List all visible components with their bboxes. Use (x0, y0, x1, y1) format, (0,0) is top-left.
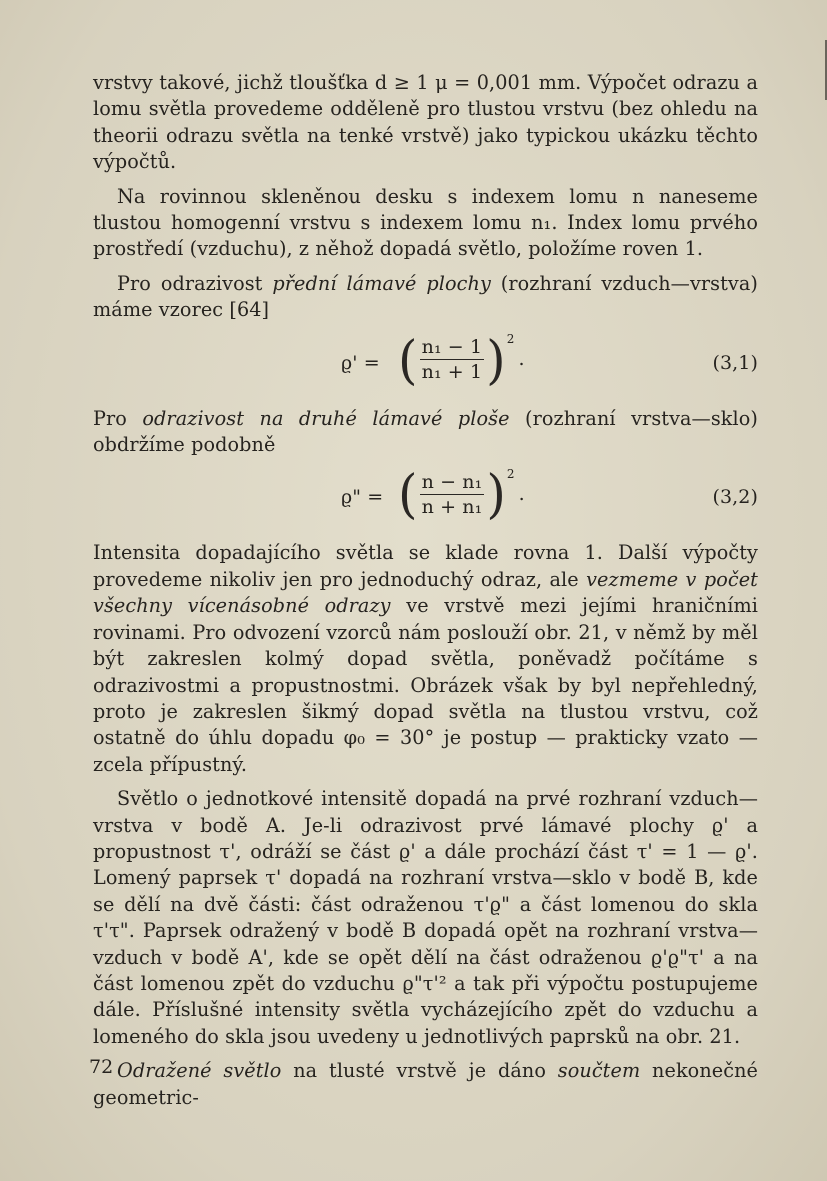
paragraph-5-text-b: ve vrstvě mezi jejími hraničními rovinami. Pro odvození vzorců nám poslouží obr. 21, v němž by měl být zakreslen kolmý dopad světla, poněvadž počítáme s odrazivostmi a propustnostmi. Obrázek však by byl nepřehledný, proto je zakreslen šikmý dopad světla na tlustou vrstvu, což ostatně do úhlu dopadu φ₀ = 30° je postup — prakticky vzato — zcela přípustný. (93, 594, 758, 776)
equation-lhs: ϱ" = (341, 486, 384, 509)
equation-3-2 (93, 462, 758, 532)
paragraph-4-emphasis: odrazivost na druhé lámavé ploše (142, 406, 510, 430)
equation-number: (3,2) (712, 486, 758, 509)
paragraph-7-emphasis-2: součtem (557, 1059, 641, 1083)
left-paren: ( (398, 464, 418, 525)
paragraph-4-text-a: Pro (93, 406, 143, 430)
paragraph-4-text-b: (rozhraní vrstva—sklo) obdržíme podobně (93, 406, 758, 457)
paragraph-3 (93, 271, 758, 324)
equation-number: (3,1) (712, 351, 758, 374)
paragraph-7-text-a: na tlusté vrstvě je dáno (281, 1059, 558, 1083)
right-paren: ) (486, 464, 506, 525)
paragraph-6: Světlo o jednotkové intensitě dopadá na prvé rozhraní vzduch—vrstva v bodě A. Je-li odrazivost prvé lámavé plochy ϱ' a propustnost τ', odráží se část ϱ' a dále prochází část τ' = 1 — ϱ'. Lomený paprsek τ' dopadá na rozhraní vrstva—sklo v bodě B, kde se dělí na dvě části: část odraženou τ'ϱ" a část lomenou do skla τ'τ". Paprsek odražený v bodě B dopadá opět na rozhraní vrstva—vzduch v bodě A', kde se opět dělí na část odraženou ϱ'ϱ"τ' a na část lomenou zpět do vzduchu ϱ"τ'² a tak při výpočtu postupujeme dále. Příslušné intensity světla vycházejícího zpět do vzduchu a lomeného do skla jsou uvedeny u jednotlivých paprsků na obr. 21. (93, 787, 758, 1048)
fraction (420, 336, 485, 383)
paragraph-4 (93, 406, 758, 459)
page-number: 72 (89, 1056, 114, 1078)
paragraph-5 (93, 540, 758, 778)
equation-period: . (518, 348, 525, 371)
paragraph-5-text-a: Intensita dopadajícího světla se klade rovna 1. Další výpočty provedeme nikoliv jen pro jednoduchý odraz, ale (93, 541, 758, 591)
equation-fraction-group (398, 329, 525, 391)
exponent: 2 (506, 467, 515, 482)
paragraph-3-text-b: (rozhraní vzduch—vrstva) máme vzorec [64] (93, 271, 758, 322)
right-paren: ) (486, 329, 506, 391)
equation-fraction-group (398, 464, 525, 525)
paragraph-7-emphasis-1: Odražené světlo (117, 1059, 282, 1083)
fraction-numerator: n₁ − 1 (421, 336, 483, 359)
paragraph-5-emphasis: vezmeme v počet všechny vícenásobné odrazy (93, 567, 758, 618)
exponent: 2 (506, 332, 515, 347)
paragraph-3-text-a: Pro odrazivost (117, 271, 273, 295)
paragraph-1: vrstvy takové, jichž tloušťka d ≥ 1 μ = 0,001 mm. Výpočet odrazu a lomu světla provedeme odděleně pro tlustou vrstvu (bez ohledu na theorii odrazu světla na tenké vrstvě) jako typickou ukázku těchto výpočtů. (93, 71, 758, 174)
fraction (420, 471, 485, 518)
equation-3-1 (93, 328, 758, 398)
fraction-numerator: n − n₁ (421, 470, 483, 493)
page-text (93, 70, 758, 1111)
equation-lhs: ϱ' = (341, 351, 380, 374)
fraction-denominator: n + n₁ (421, 495, 483, 518)
paragraph-7-text-b: nekonečné geometric- (93, 1059, 758, 1109)
paragraph-2: Na rovinnou skleněnou desku s indexem lomu n naneseme tlustou homogenní vrstvu s indexem lomu n₁. Index lomu prvého prostředí (vzduchu), z něhož dopadá světlo, položíme roven 1. (93, 184, 758, 261)
paragraph-3-emphasis: přední lámavé plochy (272, 271, 491, 295)
fraction-denominator: n₁ + 1 (421, 361, 483, 384)
paragraph-7 (93, 1058, 758, 1111)
equation-period: . (518, 483, 525, 506)
left-paren: ( (398, 329, 418, 391)
